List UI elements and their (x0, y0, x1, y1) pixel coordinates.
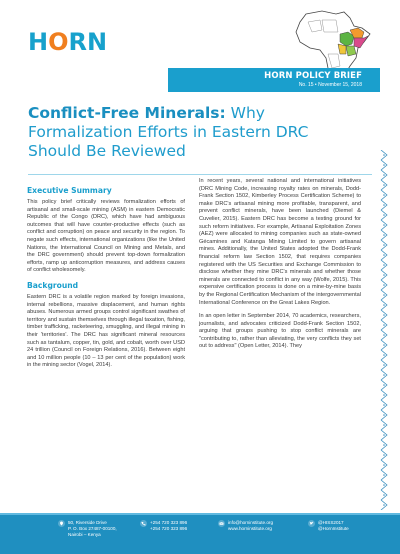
right-paragraph-2: In an open letter in September 2014, 70 academics, researchers, journalists, and advocates criticized Dodd-Frank Section 1502, arguing that groups pushing to stop conflict minerals are "contributing to, rather than alleviating, the very conflicts they set out to address" (Open Letter, 2014). They (199, 313, 361, 350)
decorative-border (380, 150, 388, 510)
document-title (28, 104, 373, 161)
address-line-2: P. O. Box 27487-00100, (68, 526, 117, 531)
policy-brief-banner (168, 68, 380, 92)
horn-logo (28, 28, 107, 56)
logo-text: HORN (28, 28, 108, 56)
footer-web (218, 520, 273, 532)
mail-icon (218, 520, 225, 527)
title-line1-rest: Why (225, 104, 265, 122)
title-line3: Should Be Reviewed (28, 142, 186, 160)
address-line-3: Nairobi – Kenya (68, 532, 101, 537)
footer-phones (140, 520, 187, 532)
right-paragraph-1: In recent years, several national and international initiatives (DRC Mining Code, increasing royalty rates on minerals, Dodd-Frank Section 1502, Kimberley Process Certification Scheme) to make DRC's artisanal mining more profitable, transparent, and prevent conflict minerals, have been launched (Diemel & Cuvelier, 2015). Eastern DRC has become a testing ground for such reform initiatives. For example, Artisanal Exploitation Zones (AEZ) were allocated to mining companies such as state-owned Gécamines and Katanga Mining Limited to govern artisanal mines. Additionally, the United States adopted the Dodd-Frank financial reform law Section 1502, that requires companies registered with the US Securities and Exchange Commission to disclose whether they mine DRC's minerals and whether those minerals are connected to conflict in any way (Wolfe, 2015). This expensive certification process is done on a mine-by-mine basis by the Regional Certification Mechanism of the intergovernmental International Conference on the Great Lakes Region. (199, 178, 361, 306)
phone-2[interactable]: +254 720 323 896 (150, 526, 188, 531)
phone-1[interactable]: +254 720 323 896 (150, 520, 188, 525)
left-column (27, 186, 185, 376)
email-link[interactable]: info@horninstitute.org (228, 520, 274, 525)
title-line2: Formalization Efforts in Eastern DRC (28, 123, 309, 141)
facebook-handle[interactable]: @HornInstitute (318, 526, 349, 531)
footer-social (308, 520, 349, 532)
location-pin-icon (58, 520, 65, 527)
right-column (199, 178, 361, 357)
footer-address (58, 520, 117, 538)
background-heading: Background (27, 280, 79, 290)
brief-subtitle: No. 15 • November 15, 2018 (298, 82, 362, 88)
brief-title: HORN POLICY BRIEF (264, 71, 362, 81)
website-link[interactable]: www.horninstitute.org (228, 526, 272, 531)
background-text: Eastern DRC is a volatile region marked by foreign invasions, internal rebellions, massive displacement, and human rights abuses. Numerous armed groups control significant swathes of territory and sustain themselves through illegal taxation, fishing, timber trafficking, racketeering, smuggling, and illegal mining in their 'territories'. The DRC has significant mineral resources such as tantalum, copper, tin, gold, and cobalt, worth over USD 24 trillion (Council on Foreign Relations, 2016). Between eight and 10 million people (10 – 13 per cent of the population) work in the mining sector (Vogel, 2014). (27, 293, 185, 369)
title-strong: Conflict-Free Minerals: (28, 104, 226, 122)
address-line-1: 50, Riverside Drive (68, 520, 107, 525)
twitter-handle[interactable]: @HISS2017 (318, 520, 344, 525)
twitter-icon (308, 520, 315, 527)
divider-line (28, 174, 372, 175)
executive-summary-text: This policy brief critically reviews formalization efforts of artisanal and small-scale mining (ASM) in eastern Democratic Republic of the Congo (DRC), which have had ambiguous outcomes that will have counter-productive effects (such as conflict and corruption) on peace and security in the region. To negate such effects, international organizations (like the United Nations, the International Council on Mining and Metals, and the DRC government) should prevent top-down formalization efforts, ramp up anticorruption measures, and address causes of conflict wholesomely. (27, 199, 185, 274)
executive-summary-heading: Executive Summary (27, 186, 112, 195)
footer-top-strip (0, 513, 400, 515)
phone-icon (140, 520, 147, 527)
